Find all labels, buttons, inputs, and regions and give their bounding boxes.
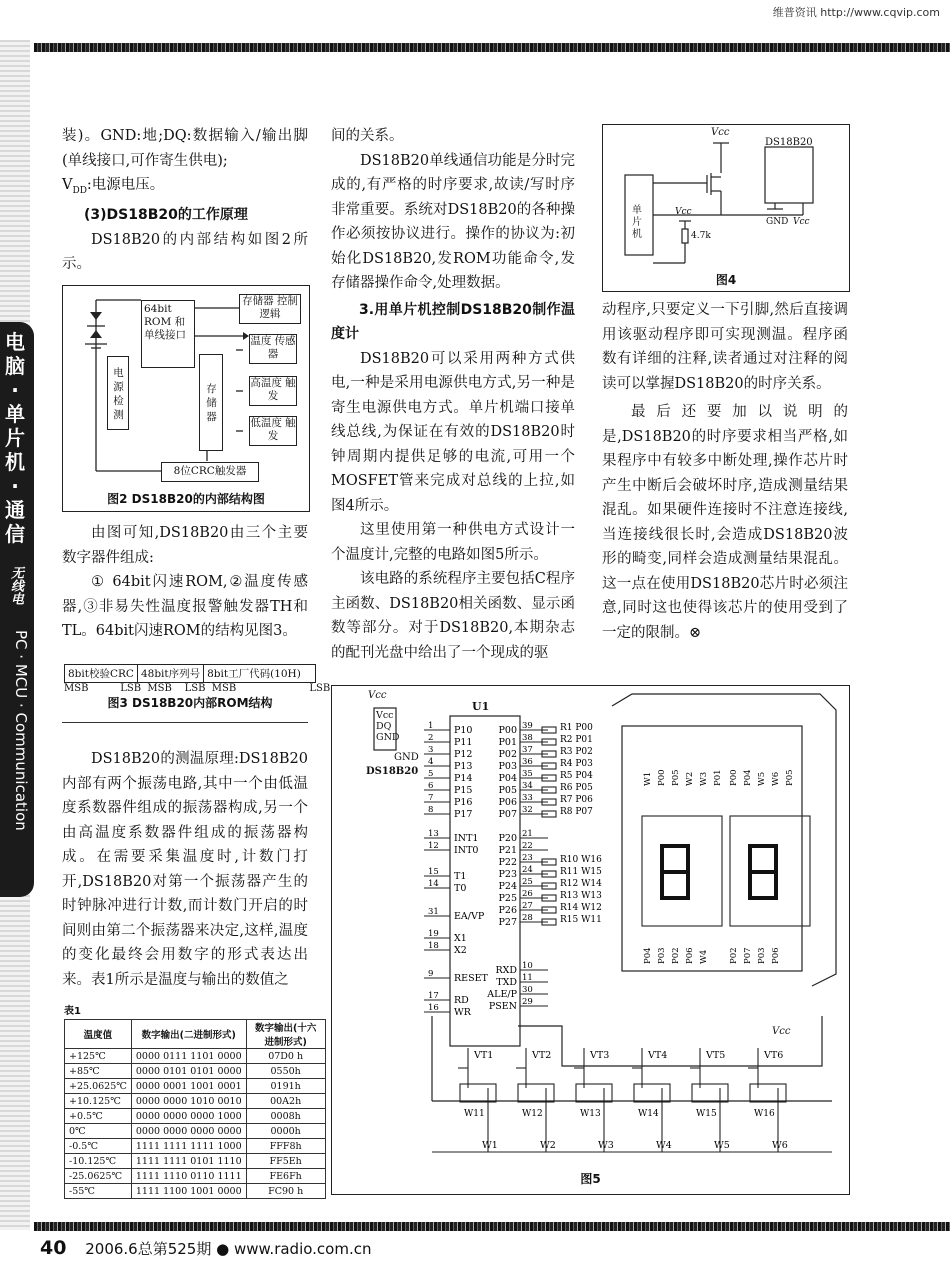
u1-left-pin-num: 12 bbox=[428, 841, 439, 851]
display-pin-label: W5 bbox=[757, 771, 767, 786]
figure-3 bbox=[64, 664, 331, 710]
fig4-caption: 图4 bbox=[715, 273, 737, 287]
base-resistor bbox=[750, 1084, 786, 1102]
fig2-power-detect: 电 源 检 测 bbox=[107, 356, 129, 430]
table-row bbox=[65, 1139, 326, 1154]
u1-right-pin: P25 bbox=[498, 893, 517, 904]
fig2-memory: 存 储 器 bbox=[199, 354, 223, 451]
resistor-label: R6 P05 bbox=[560, 783, 593, 793]
display-pin-label: P00 bbox=[729, 769, 739, 786]
fig3-cell-serial: 48bit序列号 bbox=[138, 665, 204, 682]
side-tab-en: PC · MCU · Communication bbox=[12, 630, 30, 831]
table-head-bin: 数字输出(二进制形式) bbox=[131, 1020, 246, 1049]
base-resistor bbox=[634, 1084, 670, 1102]
display-pin-label: P03 bbox=[657, 947, 667, 964]
footer-site: ● www.radio.com.cn bbox=[216, 1240, 372, 1258]
base-resistor-label: W16 bbox=[754, 1109, 775, 1119]
u1-right-pin: P20 bbox=[498, 833, 517, 844]
u1-left-pin: P13 bbox=[454, 761, 473, 772]
u1-left-pin: P14 bbox=[454, 773, 473, 784]
table-cell: +125℃ bbox=[65, 1049, 132, 1064]
fig5-vcc: Vcc bbox=[368, 690, 387, 701]
table-cell: -10.125℃ bbox=[65, 1154, 132, 1169]
u1-left-pin-num: 14 bbox=[428, 879, 439, 889]
table-cell: FE6Fh bbox=[246, 1169, 325, 1184]
resistor-label: R10 W16 bbox=[560, 855, 602, 865]
base-resistor bbox=[576, 1084, 612, 1102]
u1-left-pin: P10 bbox=[454, 725, 473, 736]
table-row bbox=[65, 1169, 326, 1184]
footer-page: 40 bbox=[40, 1237, 67, 1259]
table-row bbox=[65, 1079, 326, 1094]
u1-right-pin: P05 bbox=[498, 785, 517, 796]
col1-p2: DS18B20的内部结构如图2所示。 bbox=[62, 231, 308, 273]
resistor-label: R8 P07 bbox=[560, 807, 593, 817]
u1-left-pin: EA/VP bbox=[454, 911, 485, 922]
column-2 bbox=[331, 124, 575, 665]
table-row bbox=[65, 1064, 326, 1079]
base-resistor-label: W11 bbox=[464, 1109, 485, 1119]
u1-right-pin-num: 26 bbox=[522, 889, 533, 899]
u1-right-pin-num: 11 bbox=[522, 973, 533, 983]
col1-p1b: $V_{DD}$:电源电压。 bbox=[62, 177, 165, 196]
table-cell: 0000 0000 1010 0010 bbox=[131, 1094, 246, 1109]
u1-left-pin-num: 2 bbox=[428, 733, 434, 743]
col2-p5: 该电路的系统程序主要包括C程序主函数、DS18B20相关函数、显示函数等部分。对于DS18B20,本期杂志的配刊光盘中给出了一个现成的驱 bbox=[331, 571, 575, 661]
fig5-u1: U1 bbox=[472, 700, 490, 713]
column-3 bbox=[602, 298, 848, 645]
footer-issue: 2006.6总第525期 bbox=[85, 1240, 212, 1258]
table-row bbox=[65, 1094, 326, 1109]
display-pin-label: W6 bbox=[771, 771, 781, 786]
col1-p4: ① 64bit闪速ROM,②温度传感器,③非易失性温度报警触发器TH和TL。64bit闪速ROM的结构见图3。 bbox=[62, 574, 308, 639]
fig2-high-trig: 高温度 触发 bbox=[249, 376, 297, 406]
table-head-hex: 数字输出(十六进制形式) bbox=[246, 1020, 325, 1049]
u1-right-pin-num: 28 bbox=[522, 913, 533, 923]
table-row bbox=[65, 1109, 326, 1124]
u1-left-pin-num: 19 bbox=[428, 929, 439, 939]
u1-right-pin-num: 38 bbox=[522, 733, 533, 743]
fig4-vcc: Vcc bbox=[711, 127, 730, 138]
u1-left-pin: WR bbox=[454, 1007, 471, 1018]
u1-right-pin-num: 23 bbox=[522, 853, 533, 863]
transistor-label: VT5 bbox=[706, 1050, 726, 1061]
display-pin-label: W2 bbox=[685, 771, 695, 786]
table-cell: 0000 0101 0101 0000 bbox=[131, 1064, 246, 1079]
u1-right-pin-num: 21 bbox=[522, 829, 533, 839]
fig3-row bbox=[64, 664, 316, 683]
col3-p1: 动程序,只要定义一下引脚,然后直接调用该驱动程序即可实现测温。程序函数有详细的注释,读者通过对注释的阅读可以掌握DS18B20的时序关系。 bbox=[602, 302, 848, 392]
base-resistor-label: W15 bbox=[696, 1109, 717, 1119]
fig3-labels: MSB LSB MSB LSB MSB LSB bbox=[64, 683, 331, 694]
display-pin-label: W1 bbox=[643, 771, 653, 786]
u1-right-pin-num: 39 bbox=[522, 721, 533, 731]
table-1-grid bbox=[64, 1019, 326, 1199]
resistor-label: R1 P00 bbox=[560, 723, 593, 733]
col1-p1: 装)。GND:地;DQ:数据输入/输出脚(单线接口,可作寄生供电); bbox=[62, 128, 308, 169]
fig4-vcc2: Vcc bbox=[675, 207, 692, 217]
u1-right-pin-num: 30 bbox=[522, 985, 533, 995]
bus-label: W2 bbox=[540, 1140, 556, 1151]
display-pin-label: W3 bbox=[699, 771, 709, 786]
u1-right-pin: PSEN bbox=[488, 1001, 517, 1012]
transistor-label: VT6 bbox=[764, 1050, 784, 1061]
u1-right-pin-num: 25 bbox=[522, 877, 533, 887]
u1-left-pin: P16 bbox=[454, 797, 473, 808]
resistor-label: R4 P03 bbox=[560, 759, 593, 769]
u1-right-pin: P03 bbox=[498, 761, 517, 772]
u1-right-pin-num: 35 bbox=[522, 769, 533, 779]
table-row bbox=[65, 1049, 326, 1064]
fig5-ds-label: DS18B20 bbox=[366, 766, 419, 777]
table-cell: 0550h bbox=[246, 1064, 325, 1079]
u1-left-pin-num: 5 bbox=[428, 769, 434, 779]
display-pin-label: P06 bbox=[771, 947, 781, 964]
fig5-vcc-right: Vcc bbox=[772, 1026, 791, 1037]
u1-left-pin-num: 15 bbox=[428, 867, 439, 877]
u1-right-pin: P06 bbox=[498, 797, 517, 808]
u1-left-pin: T0 bbox=[454, 883, 467, 894]
table-cell: -25.0625℃ bbox=[65, 1169, 132, 1184]
u1-right-pin: P01 bbox=[498, 737, 517, 748]
display-pin-label: P04 bbox=[743, 769, 753, 786]
col2-p3: DS18B20可以采用两种方式供电,一种是采用电源供电方式,另一种是寄生电源供电方式。单片机端口接单线总线,为保证在有效的DS18B20时钟周期内提供足够的电流,可用一个MOSFET管来完成对总线的上拉,如图4所示。 bbox=[331, 350, 575, 514]
u1-left-pin-num: 8 bbox=[428, 805, 434, 815]
fig2-rom: 64bit ROM 和单线接口 bbox=[141, 300, 195, 368]
u1-left-pin: P12 bbox=[454, 749, 473, 760]
table-cell: FF5Eh bbox=[246, 1154, 325, 1169]
resistor-label: R13 W13 bbox=[560, 891, 602, 901]
fig5-caption: 图5 bbox=[580, 1172, 601, 1186]
resistor-label: R7 P06 bbox=[560, 795, 593, 805]
column-1c bbox=[62, 747, 308, 992]
fig3-caption: 图3 DS18B20内部ROM结构 bbox=[107, 696, 273, 710]
table-cell: 1111 1110 0110 1111 bbox=[131, 1169, 246, 1184]
table-row bbox=[65, 1124, 326, 1139]
table-cell: 0000 0000 0000 0000 bbox=[131, 1124, 246, 1139]
resistor-label: R2 P01 bbox=[560, 735, 593, 745]
base-resistor bbox=[692, 1084, 728, 1102]
u1-right-pin: P21 bbox=[498, 845, 517, 856]
table-cell: 0008h bbox=[246, 1109, 325, 1124]
magazine-logo: 无线电 bbox=[8, 565, 23, 605]
u1-right-pin-num: 24 bbox=[522, 865, 533, 875]
display-pin-label: P05 bbox=[785, 769, 795, 786]
u1-right-pin: P02 bbox=[498, 749, 517, 760]
table-cell: +0.5℃ bbox=[65, 1109, 132, 1124]
u1-right-pin: TXD bbox=[496, 977, 517, 988]
column-1 bbox=[62, 124, 308, 277]
end-mark-icon: ⊗ bbox=[689, 624, 702, 641]
figure-2 bbox=[62, 285, 310, 512]
bus-label: W3 bbox=[598, 1140, 614, 1151]
table-cell: FFF8h bbox=[246, 1139, 325, 1154]
fig2-temp-sensor: 温度 传感器 bbox=[249, 334, 297, 364]
u1-left-pin: P11 bbox=[454, 737, 473, 748]
table-cell: 1111 1111 1111 1000 bbox=[131, 1139, 246, 1154]
col2-heading: 3.用单片机控制DS18B20制作温度计 bbox=[331, 301, 575, 342]
u1-right-pin: P24 bbox=[498, 881, 517, 892]
fig2-crc: 8位CRC触发器 bbox=[161, 462, 259, 482]
display-pin-label: P05 bbox=[671, 769, 681, 786]
table-row bbox=[65, 1154, 326, 1169]
top-rule bbox=[34, 43, 950, 52]
u1-left-pin-num: 31 bbox=[428, 907, 439, 917]
display-pin-label: P00 bbox=[657, 769, 667, 786]
base-resistor-label: W13 bbox=[580, 1109, 601, 1119]
u1-right-pin-num: 22 bbox=[522, 841, 533, 851]
u1-left-pin: RESET bbox=[454, 973, 488, 984]
resistor-label: R15 W11 bbox=[560, 915, 602, 925]
fig3-cell-factory: 8bit工厂代码(10H) bbox=[207, 668, 301, 680]
table-cell: 00A2h bbox=[246, 1094, 325, 1109]
u1-left-pin-num: 17 bbox=[428, 991, 439, 1001]
u1-right-pin: P04 bbox=[498, 773, 517, 784]
u1-left-pin: INT1 bbox=[454, 833, 479, 844]
fig3-cell-crc: 8bit校验CRC bbox=[65, 665, 138, 682]
u1-left-pin-num: 3 bbox=[428, 745, 434, 755]
col2-p2: DS18B20单线通信功能是分时完成的,有严格的时序要求,故读/写时序非常重要。系统对DS18B20的各种操作必须按协议进行。操作的协议为:初始化DS18B20,发ROM功能命令,发存储器操作命令,处理数据。 bbox=[331, 152, 575, 291]
transistor-label: VT4 bbox=[648, 1050, 668, 1061]
table-cell: 1111 1100 1001 0000 bbox=[131, 1184, 246, 1199]
base-resistor bbox=[518, 1084, 554, 1102]
u1-right-pin: P27 bbox=[498, 917, 517, 928]
u1-right-pin: P00 bbox=[498, 725, 517, 736]
fig4-mcu: 单 片 机 bbox=[632, 205, 642, 240]
table-cell: -0.5℃ bbox=[65, 1139, 132, 1154]
table-cell: FC90 h bbox=[246, 1184, 325, 1199]
table-cell: 0000h bbox=[246, 1124, 325, 1139]
col1-p5: DS18B20的测温原理:DS18B20内部有两个振荡电路,其中一个由低温度系数器件组成的振荡器构成,另一个由高温度系数器件组成的振荡器构成。在需要采集温度时,计数门打开,DS18B20对第一个振荡器产生的时钟脉冲进行计数,而计数门开启的时间则由第二个振荡器来决定,这样,温度的变化最终会用数字的形式表达出来。表1所示是温度与输出的数值之 bbox=[62, 751, 308, 988]
u1-right-pin-num: 29 bbox=[522, 997, 533, 1007]
transistor-label: VT2 bbox=[532, 1050, 552, 1061]
seven-segment-digit bbox=[750, 846, 776, 898]
u1-left-pin-num: 6 bbox=[428, 781, 434, 791]
resistor-label: R3 P02 bbox=[560, 747, 593, 757]
u1-left-pin: T1 bbox=[454, 871, 467, 882]
u1-left-pin-num: 9 bbox=[428, 969, 434, 979]
col2-p1: 间的关系。 bbox=[331, 128, 404, 144]
u1-right-pin-num: 33 bbox=[522, 793, 533, 803]
u1-right-pin: P23 bbox=[498, 869, 517, 880]
table-1 bbox=[64, 1002, 326, 1199]
table-head-temp: 温度值 bbox=[65, 1020, 132, 1049]
u1-left-pin-num: 7 bbox=[428, 793, 434, 803]
resistor-label: R14 W12 bbox=[560, 903, 602, 913]
table-cell: +10.125℃ bbox=[65, 1094, 132, 1109]
table-cell: 1111 1111 0101 1110 bbox=[131, 1154, 246, 1169]
transistor-label: VT1 bbox=[474, 1050, 494, 1061]
display-pin-label: P02 bbox=[671, 947, 681, 964]
figure-4 bbox=[602, 124, 850, 292]
u1-left-pin: P17 bbox=[454, 809, 473, 820]
table-1-body bbox=[65, 1049, 326, 1199]
u1-left-pin-num: 16 bbox=[428, 1003, 439, 1013]
col1-p3: 由图可知,DS18B20由三个主要数字器件组成: bbox=[62, 525, 308, 566]
col1-heading: (3)DS18B20的工作原理 bbox=[84, 207, 248, 224]
fig5-gnd2: GND bbox=[394, 752, 419, 763]
bus-label: W1 bbox=[482, 1140, 498, 1151]
fig4-chip: DS18B20 bbox=[765, 137, 813, 148]
base-resistor-label: W14 bbox=[638, 1109, 659, 1119]
u1-left-pin: X2 bbox=[454, 945, 467, 956]
u1-right-pin-num: 10 bbox=[522, 961, 533, 971]
bottom-rule bbox=[34, 1222, 950, 1231]
display-pin-label: P06 bbox=[685, 947, 695, 964]
display-pin-label: P02 bbox=[729, 947, 739, 964]
u1-right-pin-num: 32 bbox=[522, 805, 533, 815]
bus-label: W5 bbox=[714, 1140, 730, 1151]
u1-right-pin-num: 34 bbox=[522, 781, 533, 791]
resistor-label: R5 P04 bbox=[560, 771, 593, 781]
u1-left-pin: P15 bbox=[454, 785, 473, 796]
header-site: 维普资讯 http://www.cqvip.com bbox=[772, 6, 940, 19]
table-cell: 0191h bbox=[246, 1079, 325, 1094]
fig5-ds-pins: Vcc DQ GND bbox=[376, 710, 400, 743]
display-pin-label: P03 bbox=[757, 947, 767, 964]
fig4-vcc3: Vcc bbox=[793, 217, 810, 227]
table-cell: 07D0 h bbox=[246, 1049, 325, 1064]
u1-right-pin: ALE/P bbox=[487, 989, 517, 1000]
table-1-title: 表1 bbox=[64, 1006, 81, 1017]
resistor-label: R11 W15 bbox=[560, 867, 602, 877]
fig4-resistor: 4.7k bbox=[691, 231, 711, 241]
u1-left-pin: RD bbox=[454, 995, 469, 1006]
display-pin-label: W4 bbox=[699, 949, 709, 964]
u1-left-pin-num: 4 bbox=[428, 757, 434, 767]
fig3-rule bbox=[62, 722, 308, 723]
resistor-label: R12 W14 bbox=[560, 879, 602, 889]
table-cell: +85℃ bbox=[65, 1064, 132, 1079]
table-cell: 0000 0000 0000 1000 bbox=[131, 1109, 246, 1124]
seven-segment-digit bbox=[662, 846, 688, 898]
bus-label: W6 bbox=[772, 1140, 788, 1151]
table-cell: 0000 0111 1101 0000 bbox=[131, 1049, 246, 1064]
column-1b bbox=[62, 521, 308, 644]
table-cell: +25.0625℃ bbox=[65, 1079, 132, 1094]
u1-right-pin: P22 bbox=[498, 857, 517, 868]
footer bbox=[40, 1237, 371, 1259]
bus-label: W4 bbox=[656, 1140, 672, 1151]
u1-left-pin: INT0 bbox=[454, 845, 479, 856]
fig2-mem-ctrl: 存储器 控制逻辑 bbox=[239, 294, 301, 324]
fig4-gnd: GND bbox=[766, 217, 789, 227]
u1-right-pin-num: 27 bbox=[522, 901, 533, 911]
table-cell: 0℃ bbox=[65, 1124, 132, 1139]
u1-right-pin: RXD bbox=[495, 965, 517, 976]
display-pin-label: P07 bbox=[743, 947, 753, 964]
u1-right-pin-num: 36 bbox=[522, 757, 533, 767]
u1-right-pin: P07 bbox=[498, 809, 517, 820]
table-row bbox=[65, 1184, 326, 1199]
transistor-label: VT3 bbox=[590, 1050, 610, 1061]
u1-right-pin-num: 37 bbox=[522, 745, 533, 755]
base-resistor-label: W12 bbox=[522, 1109, 543, 1119]
base-resistor bbox=[460, 1084, 496, 1102]
u1-left-pin-num: 18 bbox=[428, 941, 439, 951]
table-cell: 0000 0001 1001 0001 bbox=[131, 1079, 246, 1094]
figure-5 bbox=[331, 685, 850, 1195]
display-pin-label: P04 bbox=[643, 947, 653, 964]
display-pin-label: P01 bbox=[713, 769, 723, 786]
u1-right-pin: P26 bbox=[498, 905, 517, 916]
table-cell: -55℃ bbox=[65, 1184, 132, 1199]
side-tab-cn: 电 脑 · 单 片 机 · 通 信 无线电 bbox=[0, 330, 30, 620]
fig2-caption: 图2 DS18B20的内部结构图 bbox=[107, 492, 265, 506]
col2-p4: 这里使用第一种供电方式设计一个温度计,完整的电路如图5所示。 bbox=[331, 522, 575, 563]
u1-left-pin-num: 13 bbox=[428, 829, 439, 839]
u1-left-pin: X1 bbox=[454, 933, 467, 944]
col3-p2: 最后还要加以说明的是,DS18B20的时序要求相当严格,如果程序中有较多中断处理,操作芯片时产生中断后会破坏时序,造成测量结果混乱。如果硬件连接时不注意连接线,当连接线很长时,会造成DS18B20波形的畸变,同样会造成测量结果混乱。这一点在使用DS18B20芯片时必须注意,同时这也使得该芯片的使用受到了一定的限制。⊗ bbox=[602, 404, 848, 641]
u1-left-pin-num: 1 bbox=[428, 721, 434, 731]
fig2-low-trig: 低温度 触发 bbox=[249, 416, 297, 446]
